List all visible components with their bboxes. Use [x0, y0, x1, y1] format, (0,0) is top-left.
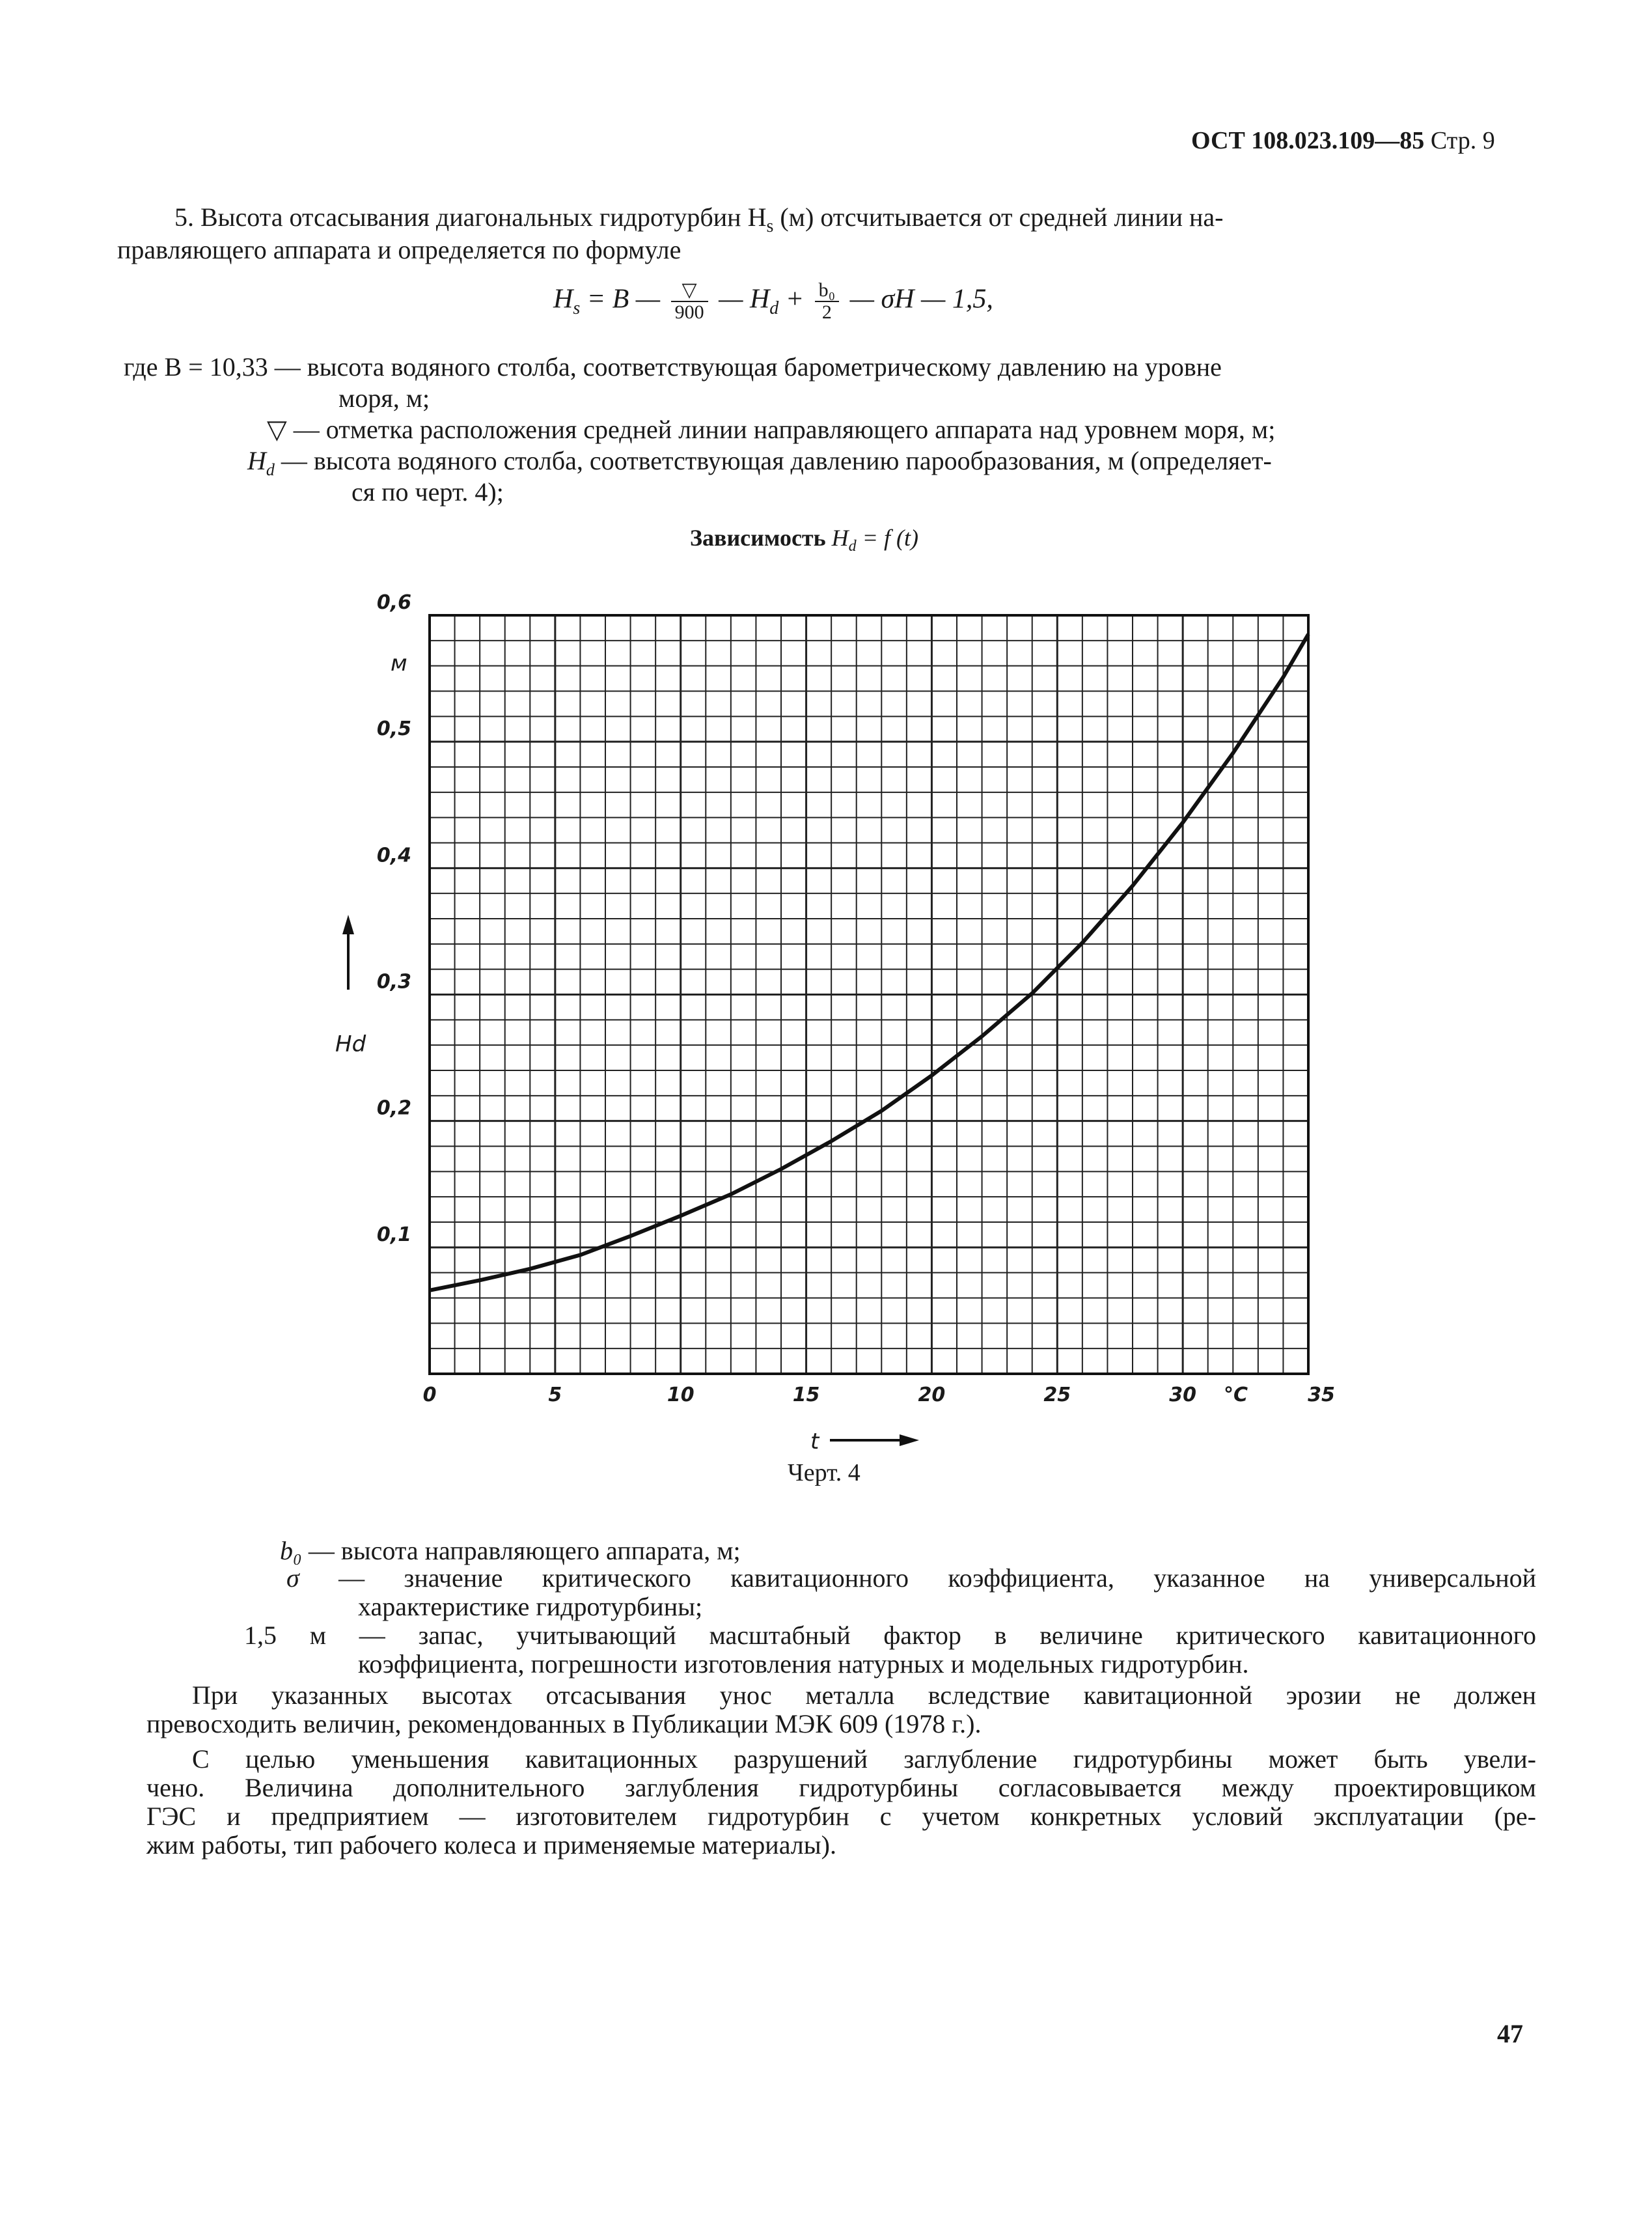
x-tick-label: 25 — [1043, 1384, 1071, 1406]
definition-text: высота водяного столба, соответствующая давлению парообразования, м (определяет- — [313, 446, 1272, 475]
definition-margin: 1,5 м — запас, учитывающий масштабный фактор в величине критического кавитационного — [244, 1621, 1536, 1650]
y-axis-arrowhead — [342, 915, 354, 934]
paragraph-2-line-2: чено. Величина дополнительного заглубления гидротурбины согласовывается между проектировщиком — [146, 1773, 1536, 1802]
definition-term: где B = 10,33 — [124, 352, 268, 382]
definition-text: высота водяного столба, соответствующая барометрическому давлению на уровне — [307, 352, 1222, 382]
x-unit-label: °С — [1224, 1384, 1248, 1406]
x-tick-label: 5 — [548, 1384, 562, 1406]
definition-sigma-cont: характеристике гидротурбины; — [358, 1592, 703, 1621]
definition-term: b₀ — [280, 1536, 302, 1565]
y-unit-label: м — [391, 650, 407, 676]
formula-part3: + — [778, 284, 811, 314]
frac2-num: b₀ — [815, 280, 839, 302]
definition-sigma: σ — значение критического кавитационного коэффициента, указанное на универсальной — [286, 1563, 1536, 1593]
y-tick-label: 0,5 — [376, 718, 411, 741]
formula-part1: = B — — [580, 284, 667, 314]
definition-b0: b₀ — высота направляющего аппарата, м; — [280, 1536, 741, 1565]
y-axis-label: Hd — [335, 1031, 366, 1057]
x-tick-label: 0 — [422, 1384, 437, 1406]
definition-b-cont: моря, м; — [338, 383, 430, 413]
paragraph-2-line-4: жим работы, тип рабочего колеса и применяемые материалы). — [146, 1830, 836, 1860]
definition-mark: ▽ — отметка расположения средней линии направляющего аппарата над уровнем моря, м; — [267, 415, 1276, 444]
definition-term: 1,5 м — [244, 1621, 327, 1650]
definition-term: σ — [286, 1563, 299, 1593]
formula-part4: — σH — 1,5, — [843, 284, 993, 314]
definition-b: где B = 10,33 — высота водяного столба, соответствующая барометрическому давлению на уровне — [124, 352, 1222, 382]
chart-caption-formula: H — [831, 525, 849, 551]
y-tick-label: 0,3 — [376, 970, 411, 994]
page-number: 47 — [1497, 2019, 1523, 2048]
hd-curve — [430, 634, 1308, 1290]
frac2-den: 2 — [821, 301, 832, 323]
x-tick-label: 15 — [792, 1384, 820, 1406]
frac1-den: 900 — [674, 301, 704, 323]
figure-label: Черт. 4 — [788, 1459, 860, 1486]
formula-part2-sub: d — [769, 298, 779, 319]
x-axis-label: t — [810, 1429, 819, 1455]
doc-code: ОСТ 108.023.109—85 — [1191, 127, 1425, 154]
intro-text-b: (м) отсчитывается от средней линии на- — [773, 202, 1224, 232]
definition-text: значение критического кавитационного коэффициента, указанное на универсальной — [404, 1563, 1536, 1593]
definition-term-sub: d — [266, 460, 275, 479]
definition-term: H — [247, 446, 266, 475]
x-tick-label: 10 — [667, 1384, 695, 1406]
definition-term: ▽ — [267, 415, 287, 444]
y-tick-label: 0,1 — [376, 1223, 411, 1246]
x-tick-label: 30 — [1169, 1384, 1197, 1406]
frac1-num: ▽ — [671, 280, 708, 302]
x-axis-arrowhead — [900, 1434, 919, 1446]
intro-sub: s — [766, 216, 774, 236]
page-label: Стр. 9 — [1430, 127, 1495, 154]
y-tick-label: 0,4 — [376, 844, 411, 867]
definition-text: запас, учитывающий масштабный фактор в величине критического кавитационного — [418, 1621, 1536, 1650]
intro-line-2: правляющего аппарата и определяется по формуле — [117, 235, 681, 264]
paragraph-1-line-2: превосходить величин, рекомендованных в Публикации МЭК 609 (1978 г.). — [146, 1709, 982, 1738]
definition-hd: $H_d$ — высота водяного столба, соответствующая давлению парообразования, м (определяет- — [247, 446, 1272, 479]
paragraph-1-line-1: При указанных высотах отсасывания унос металла вследствие кавитационной эрозии не должен — [192, 1680, 1536, 1710]
intro-text-a: 5. Высота отсасывания диагональных гидротурбин H — [174, 202, 767, 232]
definition-text: высота направляющего аппарата, м; — [340, 1536, 741, 1565]
formula-lhs-sub: s — [573, 298, 581, 319]
paragraph-2-line-1: С целью уменьшения кавитационных разрушений заглубление гидротурбины может быть увели- — [192, 1744, 1536, 1774]
chart-caption-sub: d — [848, 538, 857, 555]
x-tick-label: 20 — [918, 1384, 946, 1406]
definition-margin-cont: коэффициента, погрешности изготовления натурных и модельных гидротурбин. — [358, 1649, 1249, 1679]
formula-part2: — H — [711, 284, 770, 314]
paragraph-2-line-3: ГЭС и предприятием — изготовителем гидротурбин с учетом конкретных условий эксплуатации (ре- — [146, 1802, 1536, 1831]
definition-text: отметка расположения средней линии направляющего аппарата над уровнем моря, м; — [325, 415, 1276, 444]
formula-lhs: H — [553, 284, 573, 314]
y-tick-label: 0,2 — [376, 1096, 411, 1120]
x-tick-label: 35 — [1308, 1384, 1335, 1406]
definition-hd-cont: ся по черт. 4); — [351, 477, 504, 507]
y-tick-label: 0,6 — [376, 591, 411, 614]
chart-caption-prefix: Зависимость — [690, 525, 832, 551]
chart-caption-rest: = f (t) — [856, 525, 918, 551]
